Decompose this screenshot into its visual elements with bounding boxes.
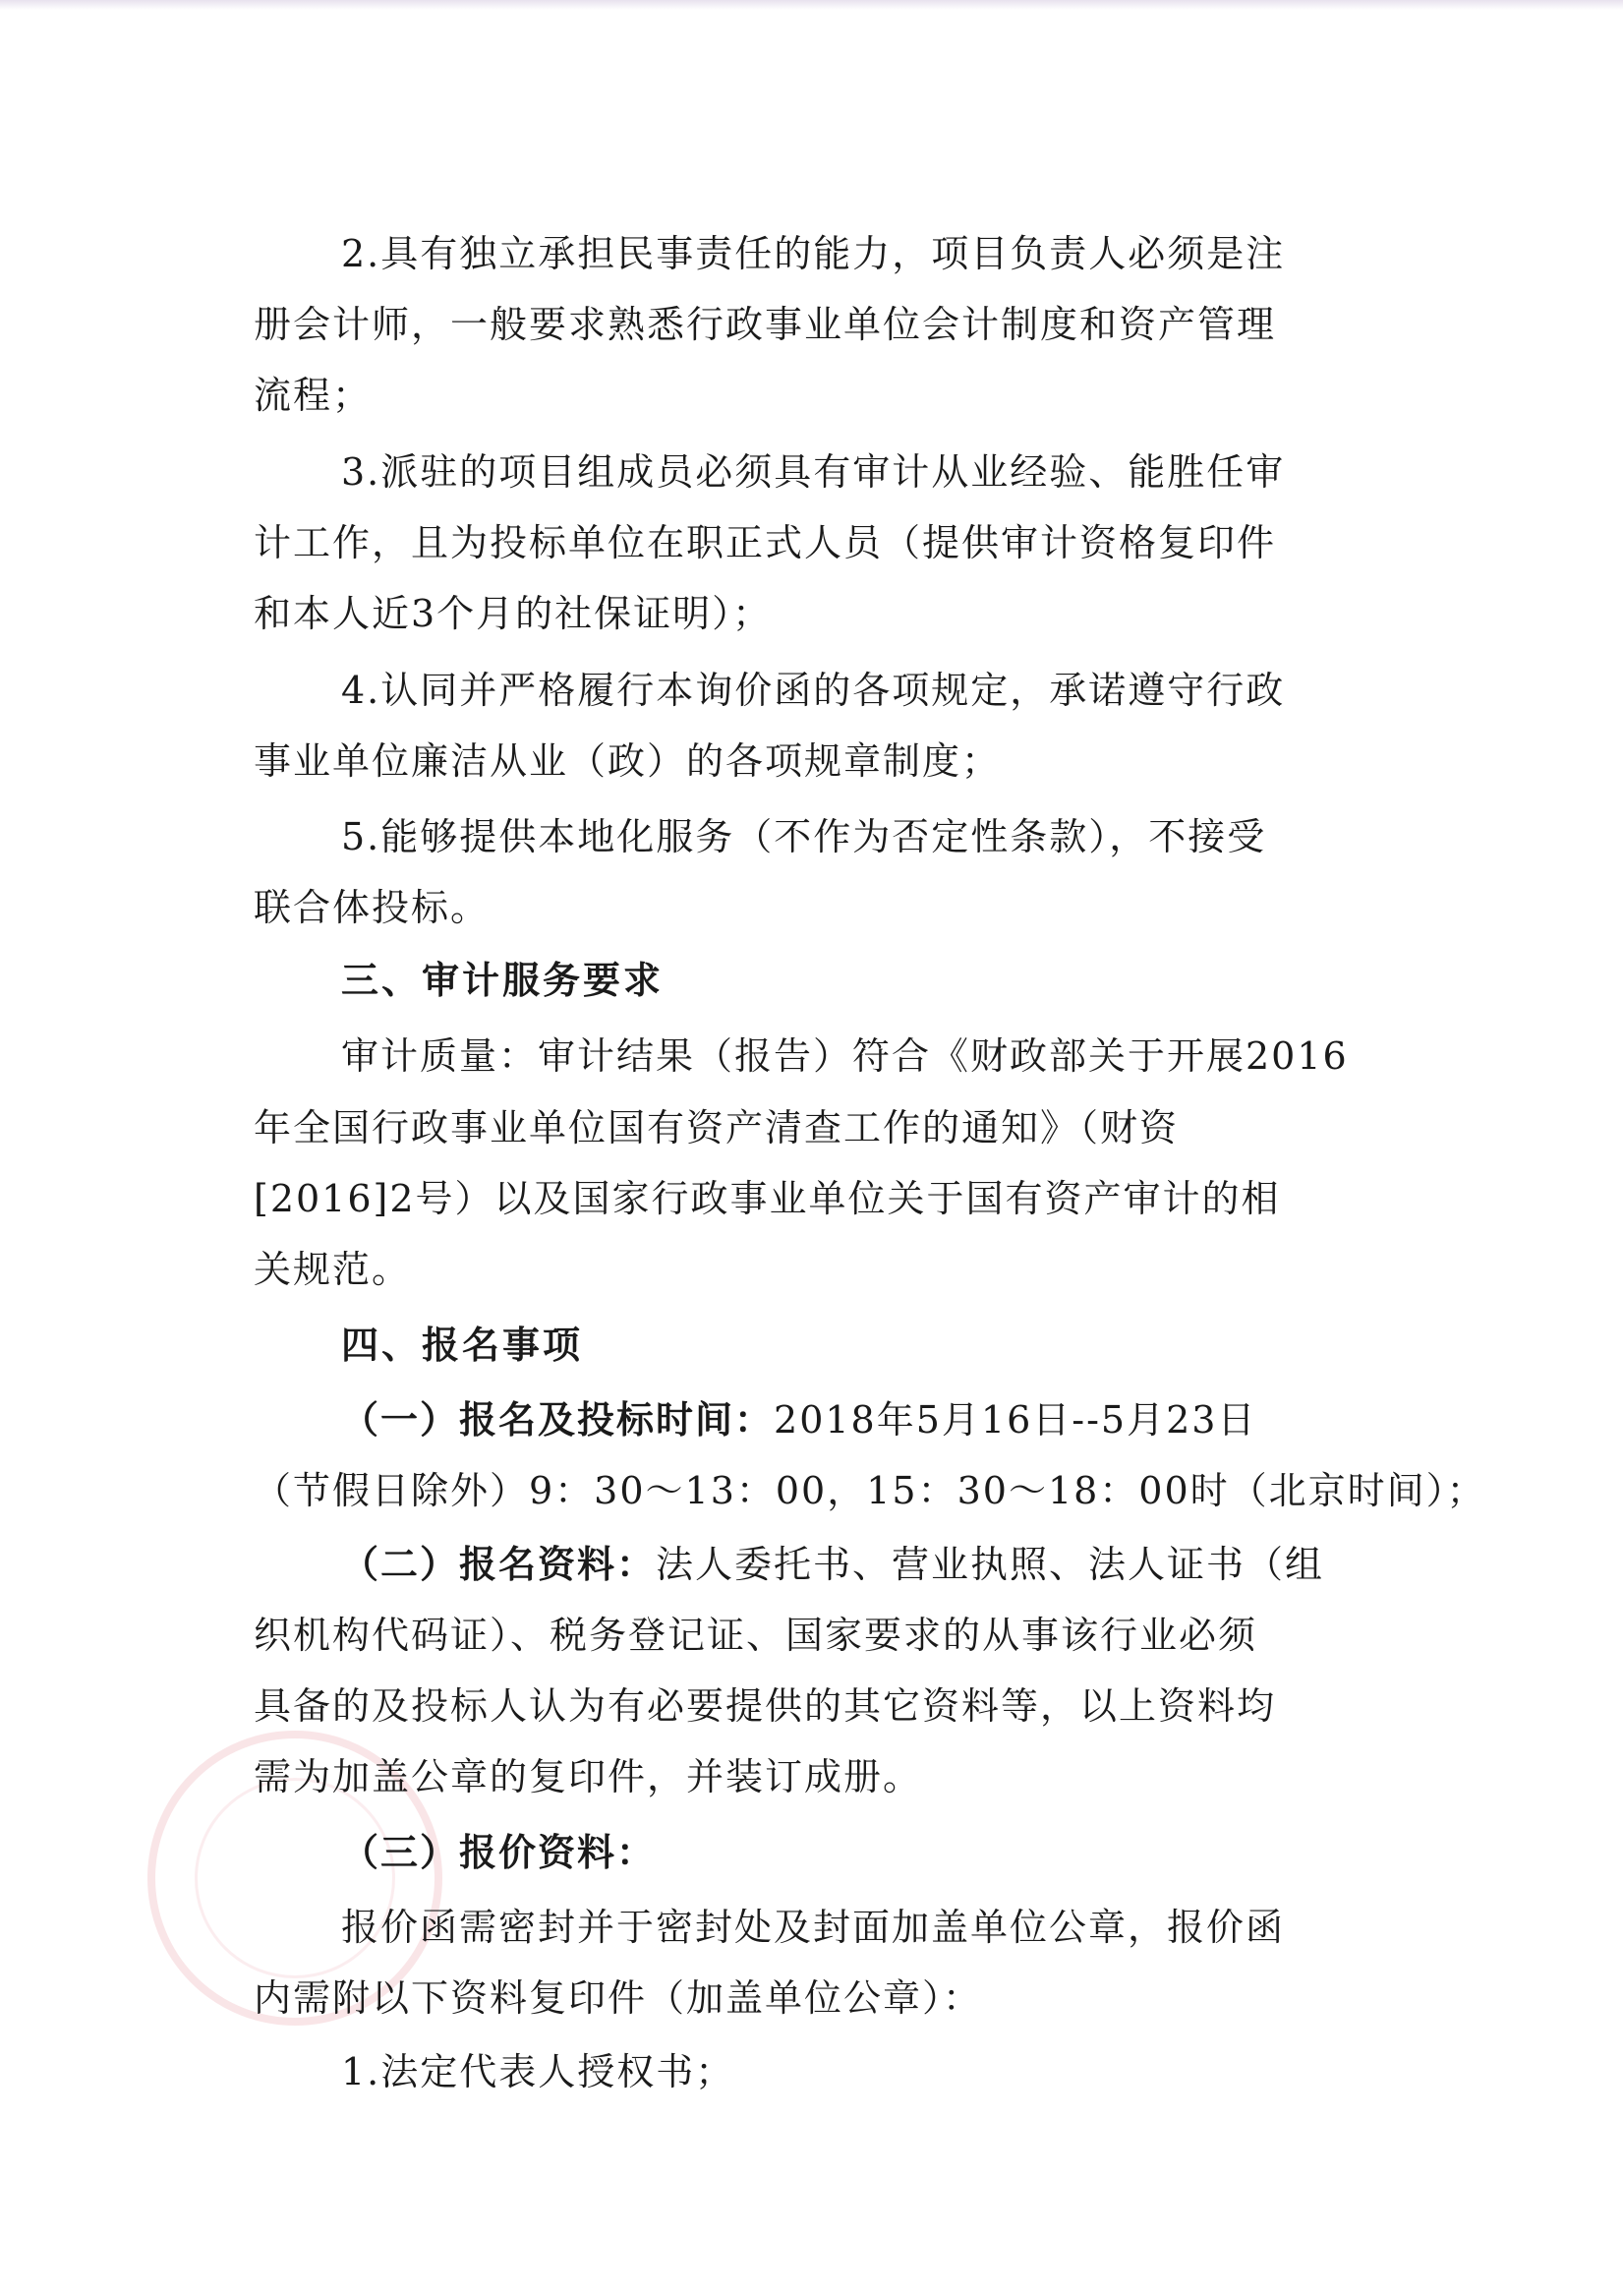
item-2-line-3: 具备的及投标人认为有必要提供的其它资料等，以上资料均 (254, 1684, 1277, 1728)
para-4-line-1: 4.认同并严格履行本询价函的各项规定，承诺遵守行政 (341, 669, 1286, 712)
section-3-line-3: [2016]2号）以及国家行政事业单位关于国有资产审计的相 (254, 1177, 1281, 1220)
item-2-label: （二）报名资料： (341, 1543, 657, 1586)
item-3-list-1: 1.法定代表人授权书； (341, 2050, 735, 2093)
item-3-line-2: 内需附以下资料复印件（加盖单位公章）： (254, 1976, 983, 2020)
item-1-line-1 (341, 1395, 1383, 1444)
item-2-line-2: 织机构代码证）、税务登记证、国家要求的从事该行业必须 (254, 1614, 1258, 1657)
para-2-line-1: 2.具有独立承担民事责任的能力，项目负责人必须是注 (341, 232, 1286, 275)
item-1-label: （一）报名及投标时间： (341, 1398, 775, 1442)
para-5-line-1: 5.能够提供本地化服务（不作为否定性条款），不接受 (341, 815, 1267, 858)
section-3-heading: 三、审计服务要求 (341, 959, 665, 1002)
para-5-line-2: 联合体投标。 (254, 886, 491, 929)
section-3-line-4: 关规范。 (254, 1248, 412, 1291)
section-3-line-1: 审计质量：审计结果（报告）符合《财政部关于开展2016 (341, 1034, 1349, 1078)
item-3-line-1: 报价函需密封并于密封处及封面加盖单位公章，报价函 (341, 1906, 1286, 1949)
item-2-text: 法人委托书、营业执照、法人证书（组 (656, 1543, 1325, 1586)
para-3-line-2: 计工作，且为投标单位在职正式人员（提供审计资格复印件 (254, 521, 1277, 564)
para-3-line-3: 和本人近3个月的社保证明）； (254, 592, 773, 635)
item-1-line-2: （节假日除外）9：30～13：00，15：30～18：00时（北京时间）； (254, 1469, 1486, 1512)
scan-edge (0, 0, 1623, 10)
item-3-heading: （三）报价资料： (341, 1831, 657, 1874)
item-1-dates: 2018年5月16日--5月23日 (774, 1398, 1257, 1442)
section-3-line-2: 年全国行政事业单位国有资产清查工作的通知》（财资 (254, 1106, 1180, 1149)
item-2-line-1 (341, 1540, 1383, 1589)
para-3-line-1: 3.派驻的项目组成员必须具有审计从业经验、能胜任审 (341, 450, 1286, 494)
para-2-line-2: 册会计师，一般要求熟悉行政事业单位会计制度和资产管理 (254, 303, 1277, 346)
para-4-line-2: 事业单位廉洁从业（政）的各项规章制度； (254, 739, 1002, 783)
item-2-line-4: 需为加盖公章的复印件，并装订成册。 (254, 1755, 923, 1798)
section-4-heading: 四、报名事项 (341, 1324, 584, 1367)
para-2-line-3: 流程； (254, 374, 373, 417)
